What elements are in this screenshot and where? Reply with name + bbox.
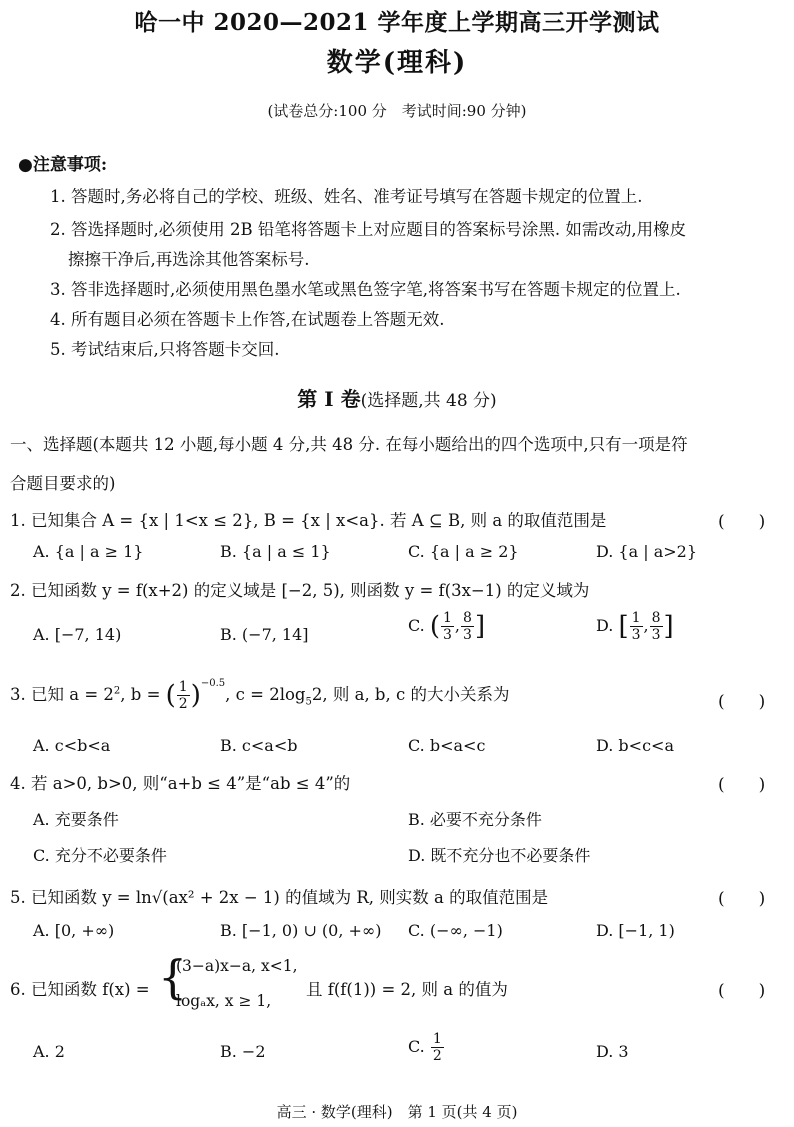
frac-den: 2 bbox=[178, 696, 188, 712]
part-note: (选择题,共 48 分) bbox=[360, 391, 497, 411]
piecewise-case: (3−a)x−a, x<1, bbox=[176, 957, 298, 975]
notice-heading: ●注意事项: bbox=[18, 155, 108, 175]
option: A. 充要条件 bbox=[33, 810, 119, 829]
notice-item: 5. 考试结束后,只将答题卡交回. bbox=[50, 340, 280, 359]
page-footer: 高三 · 数学(理科) 第 1 页(共 4 页) bbox=[276, 1103, 518, 1121]
piecewise-case: logₐx, x ≥ 1, bbox=[176, 992, 272, 1010]
option: A. [0, +∞) bbox=[33, 921, 115, 940]
option: B. [−1, 0) ∪ (0, +∞) bbox=[220, 921, 382, 940]
option: B. −2 bbox=[220, 1042, 266, 1061]
question-stem: 4. 若 a>0, b>0, 则“a+b ≤ 4”是“ab ≤ 4”的 bbox=[10, 774, 351, 793]
option bbox=[408, 1031, 445, 1064]
question-stem: 且 f(f(1)) = 2, 则 a 的值为 bbox=[306, 980, 508, 999]
option: A. {a | a ≥ 1} bbox=[33, 542, 144, 561]
answer-blank: ( ) bbox=[718, 512, 766, 532]
exponent: 2 bbox=[113, 685, 121, 697]
stem-part: 3. 已知 a = 2 bbox=[10, 685, 114, 704]
notice-item: 1. 答题时,务必将自己的学校、班级、姓名、准考证号填写在答题卡规定的位置上. bbox=[50, 187, 643, 206]
notice-item: 2. 答选择题时,必须使用 2B 铅笔将答题卡上对应题目的答案标号涂黑. 如需改动,用橡皮 bbox=[50, 220, 687, 239]
section-instruction: 合题目要求的) bbox=[10, 474, 116, 493]
part-heading bbox=[0, 383, 794, 412]
exam-subtitle: 数学(理科) bbox=[326, 48, 468, 78]
section-instruction: 一、选择题(本题共 12 小题,每小题 4 分,共 48 分. 在每小题给出的四个选项中,只有一项是符 bbox=[10, 435, 688, 454]
piecewise-brace: { bbox=[158, 950, 188, 1004]
option: B. {a | a ≤ 1} bbox=[220, 542, 331, 561]
option: D. [−1, 1) bbox=[596, 921, 675, 940]
option: C. ( $\frac{1}{3}$ , $\frac{8}{3}$ ] bbox=[408, 610, 486, 644]
answer-blank: ( ) bbox=[718, 981, 766, 1001]
frac-num: 8 bbox=[463, 610, 472, 626]
frac-num: 1 bbox=[432, 1031, 442, 1047]
option-label: C. bbox=[408, 616, 430, 636]
exam-meta: (试卷总分:100 分 考试时间:90 分钟) bbox=[267, 102, 527, 120]
option-label: D. bbox=[596, 616, 619, 636]
option: C. 充分不必要条件 bbox=[33, 846, 167, 865]
question-stem: 3. 已知 $a = 2^2$, b = ( $\frac{1}{2}$ )$^{-0.5}$, $c = 2\log_52$, 则 a, b, c 的大小关系为 bbox=[10, 678, 510, 712]
frac-den: 3 bbox=[443, 627, 452, 644]
option: C. (−∞, −1) bbox=[408, 921, 503, 940]
option: D. b<c<a bbox=[596, 736, 674, 755]
option-label: C. bbox=[408, 1037, 430, 1057]
notice-item: 3. 答非选择题时,必须使用黑色墨水笔或黑色签字笔,将答案书写在答题卡规定的位置上. bbox=[50, 280, 681, 299]
option: B. 必要不充分条件 bbox=[408, 810, 542, 829]
frac-den: 3 bbox=[631, 627, 641, 644]
answer-blank: ( ) bbox=[718, 692, 766, 712]
option: C. {a | a ≥ 2} bbox=[408, 542, 519, 561]
stem-part: , b = bbox=[120, 685, 166, 704]
option: A. c<b<a bbox=[33, 736, 111, 755]
option: D. 既不充分也不必要条件 bbox=[408, 846, 591, 865]
frac-num: 1 bbox=[178, 678, 188, 695]
option: B. (−7, 14] bbox=[220, 625, 309, 644]
option: D. [ $\frac{1}{3}$ , $\frac{8}{3}$ ] bbox=[596, 610, 674, 644]
question-stem: 6. 已知函数 f(x) = bbox=[10, 980, 150, 999]
frac-den: 3 bbox=[463, 627, 472, 644]
option: A. 2 bbox=[33, 1042, 65, 1061]
option: D. 3 bbox=[596, 1042, 629, 1061]
stem-part: , c = 2log bbox=[225, 685, 306, 704]
frac-num: 8 bbox=[651, 610, 661, 626]
notice-item: 4. 所有题目必须在答题卡上作答,在试题卷上答题无效. bbox=[50, 310, 445, 329]
answer-blank: ( ) bbox=[718, 775, 766, 795]
option: C. b<a<c bbox=[408, 736, 486, 755]
frac-den: 2 bbox=[432, 1048, 442, 1065]
question-stem: 2. 已知函数 y = f(x+2) 的定义域是 [−2, 5), 则函数 y = f(3x−1) 的定义域为 bbox=[10, 581, 590, 600]
option: D. {a | a>2} bbox=[596, 542, 698, 561]
option: B. c<a<b bbox=[220, 736, 298, 755]
frac-num: 1 bbox=[631, 610, 641, 626]
question-stem: 1. 已知集合 A = {x | 1<x ≤ 2}, B = {x | x<a}. 若 A ⊆ B, 则 a 的取值范围是 bbox=[10, 511, 607, 530]
log-base: 5 bbox=[305, 696, 312, 708]
exponent: −0.5 bbox=[200, 678, 226, 689]
frac-den: 3 bbox=[651, 627, 661, 644]
option: A. [−7, 14) bbox=[33, 625, 122, 644]
notice-item: 擦擦干净后,再选涂其他答案标号. bbox=[68, 250, 310, 269]
answer-blank: ( ) bbox=[718, 889, 766, 909]
frac-num: 1 bbox=[443, 610, 452, 626]
exam-title: 哈一中 2020—2021 学年度上学期高三开学测试 bbox=[134, 9, 660, 36]
stem-part: 2, 则 a, b, c 的大小关系为 bbox=[311, 685, 510, 704]
part-title: 第 Ⅰ 卷 bbox=[297, 387, 361, 411]
question-stem: 5. 已知函数 y = ln√(ax² + 2x − 1) 的值域为 R, 则实数 a 的取值范围是 bbox=[10, 888, 549, 907]
